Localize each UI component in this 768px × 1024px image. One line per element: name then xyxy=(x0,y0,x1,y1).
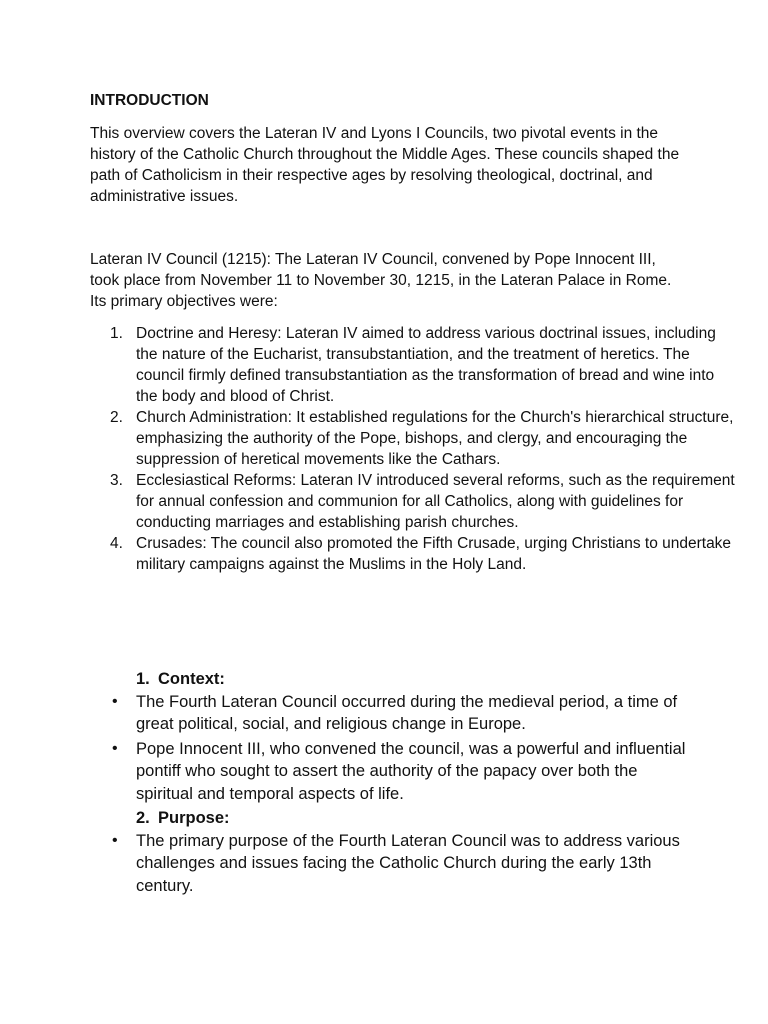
bullet-text: Pope Innocent III, who convened the council, was a powerful and influential pontiff who sought to assert the authority of the papacy over both the spiritual and temporal aspects of life. xyxy=(136,739,686,803)
bullet-text: The primary purpose of the Fourth Lateran Council was to address various challenges and issues facing the Catholic Church during the early 13th century. xyxy=(136,831,680,895)
context-bullets xyxy=(90,691,690,806)
section-title-purpose xyxy=(90,807,690,830)
section-number: 2. xyxy=(136,809,150,827)
bullet-dot-icon: • xyxy=(112,831,118,849)
intro-paragraph: This overview covers the Lateran IV and Lyons I Councils, two pivotal events in the history of the Catholic Church throughout the Middle Ages. These councils shaped the path of Catholicism in their respective ages by resolving theological, doctrinal, and administrative issues. xyxy=(90,125,680,205)
bullet-item xyxy=(112,691,690,736)
purpose-bullets xyxy=(90,830,690,898)
context-purpose-section xyxy=(90,668,690,899)
document-heading: INTRODUCTION xyxy=(90,92,209,109)
objectives-list xyxy=(90,323,736,575)
objective-item: Doctrine and Heresy: Lateran IV aimed to address various doctrinal issues, including the nature of the Eucharist, transubstantiation, and the treatment of heretics. The council firmly defined transubstantiation as the transformation of bread and wine into the body and blood of Christ. xyxy=(136,325,716,405)
objective-item: Crusades: The council also promoted the Fifth Crusade, urging Christians to undertake military campaigns against the Muslims in the Holy Land. xyxy=(136,535,732,573)
objective-item: Church Administration: It established regulations for the Church's hierarchical structure, emphasizing the authority of the Pope, bishops, and clergy, and encouraging the suppression of heretical movements like the Cathars. xyxy=(136,409,734,468)
section-title-context xyxy=(90,668,690,691)
section-title-text: Context: xyxy=(158,670,225,688)
lateran-paragraph: Lateran IV Council (1215): The Lateran IV Council, convened by Pope Innocent III, took place from November 11 to November 30, 1215, in the Lateran Palace in Rome. Its primary objectives were: xyxy=(90,251,672,310)
bullet-item xyxy=(112,830,690,898)
bullet-item xyxy=(112,738,690,806)
bullet-text: The Fourth Lateran Council occurred during the medieval period, a time of great political, social, and religious change in Europe. xyxy=(136,692,678,733)
section-title-text: Purpose: xyxy=(158,809,230,827)
objective-item: Ecclesiastical Reforms: Lateran IV introduced several reforms, such as the requirement for annual confession and communion for all Catholics, along with guidelines for conducting marriages and establishing parish churches. xyxy=(136,472,735,531)
section-number: 1. xyxy=(136,670,150,688)
bullet-dot-icon: • xyxy=(112,739,118,757)
bullet-dot-icon: • xyxy=(112,692,118,710)
